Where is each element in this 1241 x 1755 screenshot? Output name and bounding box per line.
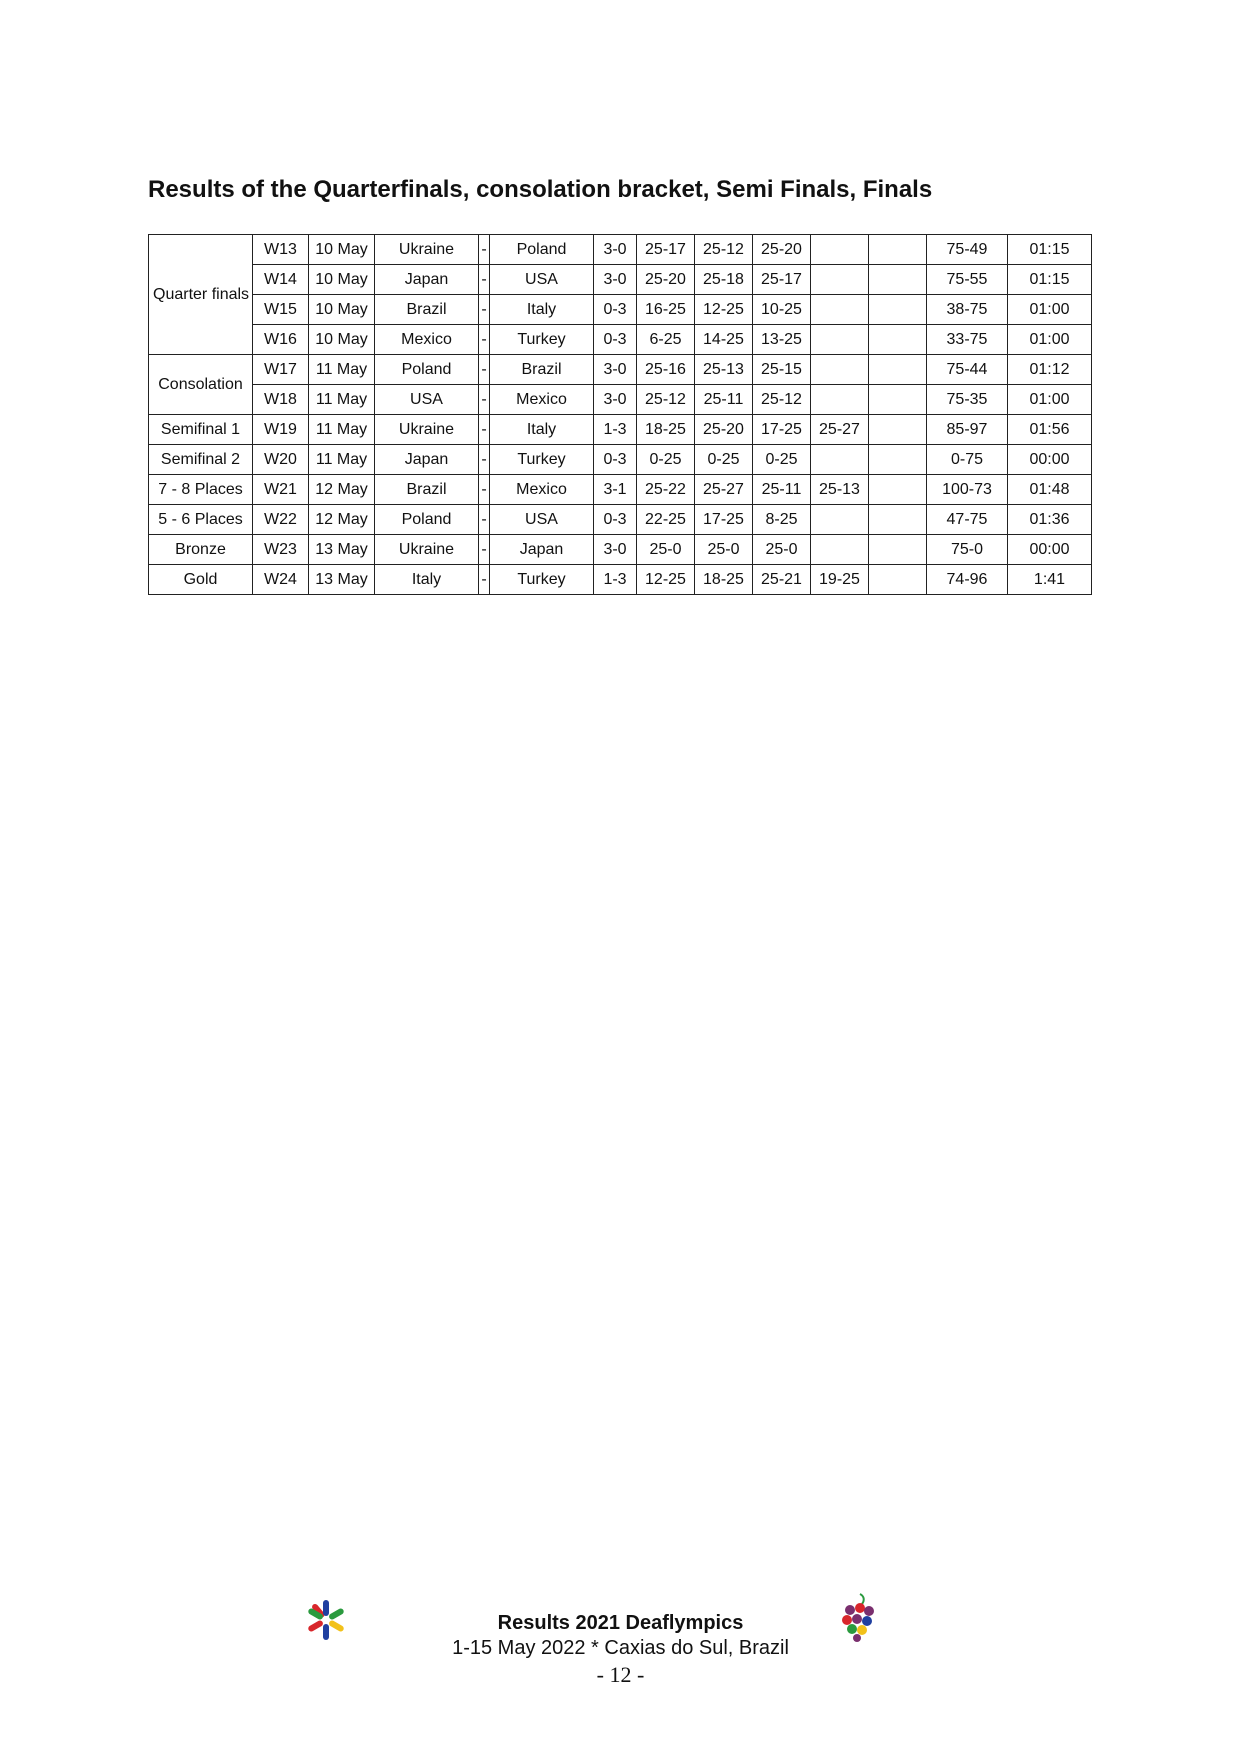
stage-label: 7 - 8 Places — [149, 475, 253, 505]
away-team: Turkey — [490, 445, 594, 475]
match-result: 1-3 — [594, 415, 637, 445]
team-separator: - — [479, 265, 490, 295]
set5-score — [869, 565, 927, 595]
home-team: Japan — [375, 265, 479, 295]
set4-score — [811, 235, 869, 265]
set3-score: 25-11 — [753, 475, 811, 505]
away-team: Italy — [490, 295, 594, 325]
game-code: W17 — [253, 355, 309, 385]
match-result: 3-0 — [594, 235, 637, 265]
away-team: USA — [490, 265, 594, 295]
match-date: 12 May — [309, 475, 375, 505]
set5-score — [869, 505, 927, 535]
set5-score — [869, 265, 927, 295]
set2-score: 25-13 — [695, 355, 753, 385]
table-row — [149, 505, 1092, 535]
game-code: W23 — [253, 535, 309, 565]
results-table — [148, 234, 1092, 595]
total-points: 75-44 — [927, 355, 1008, 385]
game-code: W21 — [253, 475, 309, 505]
set1-score: 0-25 — [637, 445, 695, 475]
match-date: 13 May — [309, 535, 375, 565]
match-duration: 01:56 — [1008, 415, 1092, 445]
set1-score: 16-25 — [637, 295, 695, 325]
set3-score: 13-25 — [753, 325, 811, 355]
set2-score: 0-25 — [695, 445, 753, 475]
home-team: USA — [375, 385, 479, 415]
set1-score: 25-12 — [637, 385, 695, 415]
set2-score: 25-0 — [695, 535, 753, 565]
set3-score: 25-20 — [753, 235, 811, 265]
match-date: 11 May — [309, 445, 375, 475]
set3-score: 8-25 — [753, 505, 811, 535]
footer-event: 1-15 May 2022 * Caxias do Sul, Brazil — [452, 1637, 789, 1659]
home-team: Ukraine — [375, 535, 479, 565]
match-duration: 1:41 — [1008, 565, 1092, 595]
results-table-body — [149, 235, 1092, 595]
page-number: - 12 - — [596, 1662, 645, 1687]
set3-score: 25-12 — [753, 385, 811, 415]
set2-score: 25-27 — [695, 475, 753, 505]
set4-score — [811, 535, 869, 565]
total-points: 0-75 — [927, 445, 1008, 475]
match-duration: 01:48 — [1008, 475, 1092, 505]
team-separator: - — [479, 565, 490, 595]
set2-score: 18-25 — [695, 565, 753, 595]
set3-score: 25-15 — [753, 355, 811, 385]
stage-label: Semifinal 2 — [149, 445, 253, 475]
home-team: Brazil — [375, 295, 479, 325]
stage-label: Gold — [149, 565, 253, 595]
game-code: W19 — [253, 415, 309, 445]
set4-score — [811, 265, 869, 295]
total-points: 75-49 — [927, 235, 1008, 265]
footer-title: Results 2021 Deaflympics — [497, 1612, 744, 1634]
set4-score: 25-27 — [811, 415, 869, 445]
match-date: 10 May — [309, 265, 375, 295]
game-code: W13 — [253, 235, 309, 265]
team-separator: - — [479, 295, 490, 325]
table-row — [149, 415, 1092, 445]
set3-score: 25-0 — [753, 535, 811, 565]
away-team: Turkey — [490, 325, 594, 355]
team-separator: - — [479, 355, 490, 385]
home-team: Brazil — [375, 475, 479, 505]
set2-score: 25-18 — [695, 265, 753, 295]
set5-score — [869, 415, 927, 445]
set5-score — [869, 355, 927, 385]
set5-score — [869, 385, 927, 415]
team-separator: - — [479, 475, 490, 505]
match-date: 13 May — [309, 565, 375, 595]
total-points: 38-75 — [927, 295, 1008, 325]
set1-score: 22-25 — [637, 505, 695, 535]
set1-score: 18-25 — [637, 415, 695, 445]
total-points: 75-35 — [927, 385, 1008, 415]
set5-score — [869, 535, 927, 565]
match-result: 0-3 — [594, 295, 637, 325]
team-separator: - — [479, 235, 490, 265]
home-team: Poland — [375, 355, 479, 385]
set4-score — [811, 295, 869, 325]
set2-score: 14-25 — [695, 325, 753, 355]
match-result: 3-1 — [594, 475, 637, 505]
game-code: W14 — [253, 265, 309, 295]
table-row — [149, 445, 1092, 475]
stage-label: Semifinal 1 — [149, 415, 253, 445]
table-row — [149, 265, 1092, 295]
stage-label: Quarter finals — [149, 235, 253, 355]
set5-score — [869, 235, 927, 265]
game-code: W15 — [253, 295, 309, 325]
home-team: Italy — [375, 565, 479, 595]
match-date: 11 May — [309, 355, 375, 385]
set3-score: 25-21 — [753, 565, 811, 595]
match-duration: 01:15 — [1008, 235, 1092, 265]
total-points: 75-55 — [927, 265, 1008, 295]
set2-score: 12-25 — [695, 295, 753, 325]
set5-score — [869, 445, 927, 475]
set5-score — [869, 325, 927, 355]
match-duration: 01:00 — [1008, 325, 1092, 355]
team-separator: - — [479, 445, 490, 475]
set5-score — [869, 475, 927, 505]
set4-score: 19-25 — [811, 565, 869, 595]
page-title: Results of the Quarterfinals, consolation bracket, Semi Finals, Finals — [148, 176, 933, 203]
match-result: 3-0 — [594, 385, 637, 415]
match-date: 11 May — [309, 385, 375, 415]
team-separator: - — [479, 385, 490, 415]
away-team: Turkey — [490, 565, 594, 595]
stage-label: Consolation — [149, 355, 253, 415]
total-points: 85-97 — [927, 415, 1008, 445]
set2-score: 25-20 — [695, 415, 753, 445]
total-points: 47-75 — [927, 505, 1008, 535]
home-team: Japan — [375, 445, 479, 475]
match-result: 3-0 — [594, 535, 637, 565]
total-points: 100-73 — [927, 475, 1008, 505]
set2-score: 25-11 — [695, 385, 753, 415]
away-team: Brazil — [490, 355, 594, 385]
total-points: 74-96 — [927, 565, 1008, 595]
away-team: Mexico — [490, 385, 594, 415]
set2-score: 17-25 — [695, 505, 753, 535]
match-date: 11 May — [309, 415, 375, 445]
match-duration: 00:00 — [1008, 535, 1092, 565]
set1-score: 25-17 — [637, 235, 695, 265]
match-duration: 01:15 — [1008, 265, 1092, 295]
set4-score — [811, 325, 869, 355]
match-date: 10 May — [309, 235, 375, 265]
table-row — [149, 475, 1092, 505]
team-separator: - — [479, 415, 490, 445]
set1-score: 12-25 — [637, 565, 695, 595]
match-date: 10 May — [309, 295, 375, 325]
stage-label: 5 - 6 Places — [149, 505, 253, 535]
match-duration: 00:00 — [1008, 445, 1092, 475]
away-team: USA — [490, 505, 594, 535]
match-date: 10 May — [309, 325, 375, 355]
game-code: W18 — [253, 385, 309, 415]
away-team: Mexico — [490, 475, 594, 505]
match-result: 3-0 — [594, 265, 637, 295]
set4-score — [811, 385, 869, 415]
away-team: Poland — [490, 235, 594, 265]
set1-score: 6-25 — [637, 325, 695, 355]
game-code: W20 — [253, 445, 309, 475]
table-row — [149, 355, 1092, 385]
set1-score: 25-20 — [637, 265, 695, 295]
match-result: 3-0 — [594, 355, 637, 385]
set3-score: 17-25 — [753, 415, 811, 445]
home-team: Ukraine — [375, 235, 479, 265]
game-code: W16 — [253, 325, 309, 355]
set4-score — [811, 505, 869, 535]
table-row — [149, 235, 1092, 265]
team-separator: - — [479, 325, 490, 355]
set1-score: 25-16 — [637, 355, 695, 385]
match-duration: 01:12 — [1008, 355, 1092, 385]
team-separator: - — [479, 505, 490, 535]
team-separator: - — [479, 535, 490, 565]
total-points: 33-75 — [927, 325, 1008, 355]
away-team: Italy — [490, 415, 594, 445]
set3-score: 25-17 — [753, 265, 811, 295]
set3-score: 0-25 — [753, 445, 811, 475]
match-result: 1-3 — [594, 565, 637, 595]
set5-score — [869, 295, 927, 325]
stage-label: Bronze — [149, 535, 253, 565]
table-row — [149, 295, 1092, 325]
match-duration: 01:00 — [1008, 295, 1092, 325]
set1-score: 25-22 — [637, 475, 695, 505]
table-row — [149, 325, 1092, 355]
match-result: 0-3 — [594, 505, 637, 535]
home-team: Poland — [375, 505, 479, 535]
table-row — [149, 535, 1092, 565]
table-row — [149, 565, 1092, 595]
set2-score: 25-12 — [695, 235, 753, 265]
match-result: 0-3 — [594, 325, 637, 355]
set4-score: 25-13 — [811, 475, 869, 505]
total-points: 75-0 — [927, 535, 1008, 565]
set4-score — [811, 355, 869, 385]
game-code: W22 — [253, 505, 309, 535]
set1-score: 25-0 — [637, 535, 695, 565]
match-duration: 01:36 — [1008, 505, 1092, 535]
home-team: Mexico — [375, 325, 479, 355]
set4-score — [811, 445, 869, 475]
match-duration: 01:00 — [1008, 385, 1092, 415]
home-team: Ukraine — [375, 415, 479, 445]
set3-score: 10-25 — [753, 295, 811, 325]
table-row — [149, 385, 1092, 415]
match-date: 12 May — [309, 505, 375, 535]
match-result: 0-3 — [594, 445, 637, 475]
game-code: W24 — [253, 565, 309, 595]
away-team: Japan — [490, 535, 594, 565]
